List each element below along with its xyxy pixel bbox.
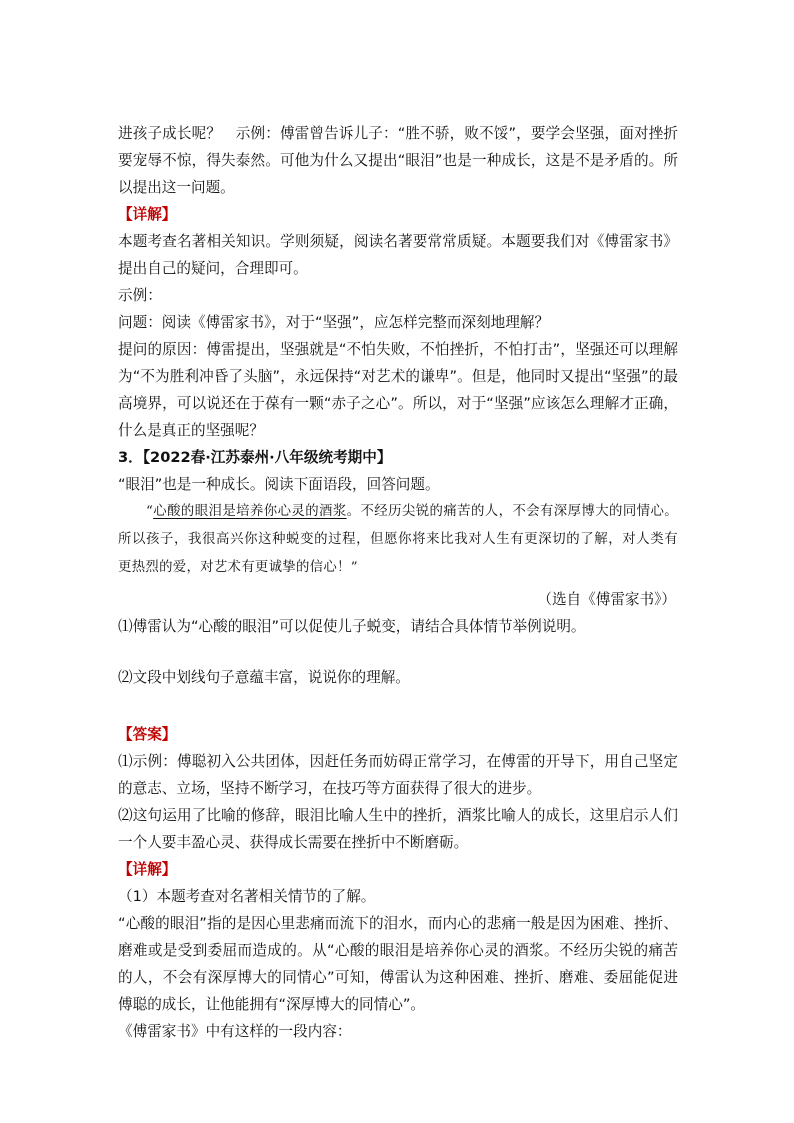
answer-2: ⑵这句运用了比喻的修辞，眼泪比喻人生中的挫折，酒浆比喻人的成长，这里启示人们一个人要丰盈心灵、获得成长需要在挫折中不断磨砺。 xyxy=(118,807,678,851)
detail2-p2: “心酸的眼泪”指的是因心里悲痛而流下的泪水，而内心的悲痛一般是因为困难、挫折、磨难或是受到委屈而造成的。从“心酸的眼泪是培养你心灵的酒浆。不经历尖锐的痛苦的人，不会有深厚博大的同情心”可知，傅雷认为这种困难、挫折、磨难、委屈能促进傅聪的成长，让他能拥有“深厚博大的同情心”。 xyxy=(118,915,678,1013)
answer-continuation: 进孩子成长呢？ 示例：傅雷曾告诉儿子：“胜不骄，败不馁”，要学会坚强，面对挫折要宠辱不惊，得失泰然。可他为什么又提出“眼泪”也是一种成长，这是不是矛盾的。所以提出这一问题。 xyxy=(118,125,678,196)
detail-text: 本题考查名著相关知识。学则须疑，阅读名著要常常质疑。本题要我们对《傅雷家书》提出自己的疑问，合理即可。 xyxy=(118,233,678,277)
detail-label: 【详解】 xyxy=(118,206,177,223)
question-3-title xyxy=(118,444,678,471)
sub-question-2: ⑵文段中划线句子意蕴丰富，说说你的理解。 xyxy=(118,669,410,686)
example-question: 问题：阅读《傅雷家书》，对于“坚强”，应怎样完整而深刻地理解？ xyxy=(118,314,550,331)
detail-label-2: 【详解】 xyxy=(118,861,177,878)
quoted-passage: “心酸的眼泪是培养你心灵的酒浆。不经历尖锐的痛苦的人，不会有深厚博大的同情心。所以孩子，我很高兴你这种蜕变的过程，但愿你将来比我对人生有更深切的了解，对人类有更热烈的爱，对艺术有更诚挚的信心！” xyxy=(118,504,678,575)
passage-source: （选自《傅雷家书》） xyxy=(537,591,676,608)
detail2-p3: 《傅雷家书》中有这样的一段内容： xyxy=(118,1023,352,1040)
page-content xyxy=(118,120,678,1045)
question-intro: “眼泪”也是一种成长。阅读下面语段，回答问题。 xyxy=(118,476,440,493)
answer-label: 【答案】 xyxy=(118,726,177,743)
sub-question-1: ⑴傅雷认为“心酸的眼泪”可以促使儿子蜕变，请结合具体情节举例说明。 xyxy=(118,618,586,635)
answer-1: ⑴示例：傅聪初入公共团体，因赶任务而妨碍正常学习，在傅雷的开导下，用自己坚定的意志、立场，坚持不断学习，在技巧等方面获得了很大的进步。 xyxy=(118,753,678,797)
question-number: 3． xyxy=(118,449,143,466)
question-source-tag: 【2022春·江苏泰州·八年级统考期中】 xyxy=(142,449,392,466)
underlined-sentence: 心酸的眼泪是培养你心灵的酒浆 xyxy=(153,504,347,519)
detail2-p1: （1）本题考查对名著相关情节的了解。 xyxy=(118,888,376,905)
example-label: 示例： xyxy=(118,287,162,304)
example-reason: 提问的原因：傅雷提出，坚强就是“不怕失败，不怕挫折，不怕打击”，坚强还可以理解为“不为胜利冲昏了头脑”，永远保持“对艺术的谦卑”。但是，他同时又提出“坚强”的最高境界，可以说还在于葆有一颗“赤子之心”。所以，对于“坚强”应该怎么理解才正确，什么是真正的坚强呢？ xyxy=(118,341,678,439)
